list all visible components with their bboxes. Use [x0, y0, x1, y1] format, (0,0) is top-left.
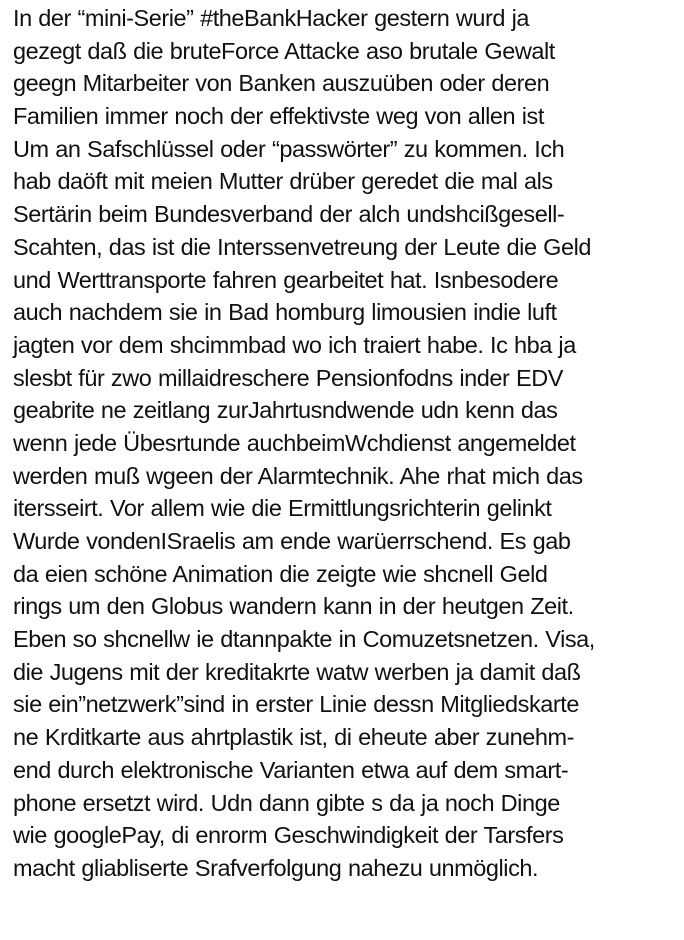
- text-line: jagten vor dem shcimmbad wo ich traiert habe. Ic hba ja: [13, 331, 576, 358]
- text-line: rings um den Globus wandern kann in der heutgen Zeit.: [13, 593, 574, 620]
- text-line: Um an Safschlüssel oder “passwörter” zu kommen. Ich: [13, 135, 565, 162]
- text-line: Sertärin beim Bundesverband der alch undshcißgesell-: [13, 201, 565, 228]
- text-line: geegn Mitarbeiter von Banken auszuüben oder deren: [13, 70, 550, 97]
- text-line: wenn jede Übesrtunde auchbeimWchdienst angemeldet: [13, 429, 576, 456]
- text-line: Eben so shcnellw ie dtannpakte in Comuzetsnetzen. Visa,: [13, 626, 595, 653]
- text-line: geabrite ne zeitlang zurJahrtusndwende udn kenn das: [13, 397, 558, 424]
- text-line: sie ein”netzwerk”sind in erster Linie dessn Mitgliedskarte: [13, 691, 579, 718]
- text-line: Scahten, das ist die Interssenvetreung der Leute die Geld: [13, 233, 591, 260]
- text-line: auch nachdem sie in Bad homburg limousien indie luft: [13, 299, 557, 326]
- text-line: slesbt für zwo millaidreschere Pensionfodns inder EDV: [13, 364, 563, 391]
- text-line: gezegt daß die bruteForce Attacke aso brutale Gewalt: [13, 37, 555, 64]
- text-line: macht gliabliserte Srafverfolgung nahezu unmöglich.: [13, 854, 539, 881]
- text-line: wie googlePay, di enrorm Geschwindigkeit der Tarsfers: [13, 822, 564, 849]
- text-line: itersseirt. Vor allem wie die Ermittlungsrichterin gelinkt: [13, 495, 552, 522]
- text-line: da eien schöne Animation die zeigte wie shcnell Geld: [13, 560, 548, 587]
- text-line: und Werttransporte fahren gearbeitet hat. Isnbesodere: [13, 266, 559, 293]
- text-line: ne Krditkarte aus ahrtplastik ist, di eheute aber zunehm-: [13, 724, 574, 751]
- text-line: die Jugens mit der kreditakrte watw werben ja damit daß: [13, 658, 581, 685]
- text-line: werden muß wgeen der Alarmtechnik. Ahe rhat mich das: [13, 462, 583, 489]
- text-line: Wurde vondenISraelis am ende warüerrschend. Es gab: [13, 528, 571, 554]
- text-line: hab daöft mit meien Mutter drüber geredet die mal als: [13, 168, 553, 195]
- text-line: phone ersetzt wird. Udn dann gibte s da ja noch Dinge: [13, 789, 560, 816]
- text-line: Familien immer noch der effektivste weg von allen ist: [13, 103, 544, 130]
- text-line: end durch elektronische Varianten etwa auf dem smart-: [13, 756, 569, 783]
- paragraph: [13, 2, 683, 885]
- text-line: In der “mini-Serie” #theBankHacker gestern wurd ja: [13, 5, 530, 31]
